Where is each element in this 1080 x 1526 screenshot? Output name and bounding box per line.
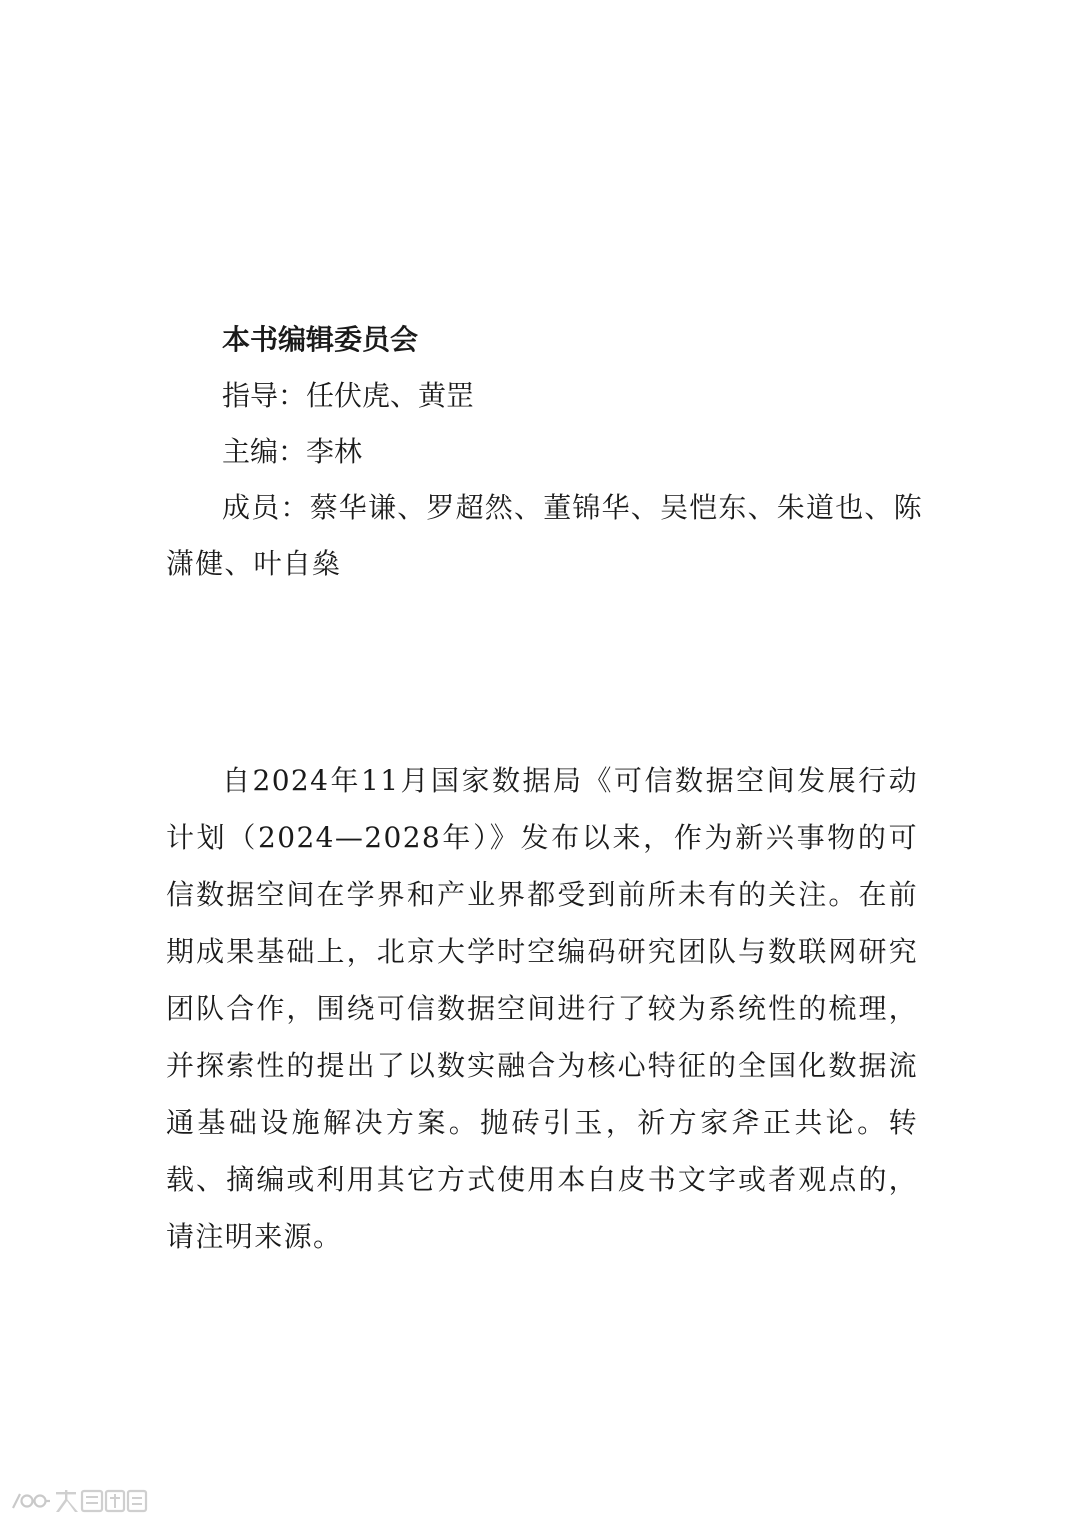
watermark [10, 1484, 148, 1518]
guidance-line: 指导：任伏虎、黄罡 [222, 379, 475, 412]
members-line: 成员：蔡华谦、罗超然、董锦华、吴恺东、朱道也、陈潇健、叶自燊 [166, 491, 923, 580]
editorial-committee [166, 312, 926, 592]
watermark-logo-icon [10, 1486, 148, 1516]
statement-paragraph: 自2024年11月国家数据局《可信数据空间发展行动计划（2024—2028年）》发布以来，作为新兴事物的可信数据空间在学界和产业界都受到前所未有的关注。在前期成果基础上，北京大学时空编码研究团队与数联网研究团队合作，围绕可信数据空间进行了较为系统性的梳理，并探索性的提出了以数实融合为核心特征的全国化数据流通基础设施解决方案。抛砖引玉，祈方家斧正共论。转载、摘编或利用其它方式使用本白皮书文字或者观点的，请注明来源。 [166, 764, 918, 1253]
committee-title: 本书编辑委员会 [222, 323, 419, 356]
chief-editor-line: 主编：李林 [222, 435, 363, 468]
